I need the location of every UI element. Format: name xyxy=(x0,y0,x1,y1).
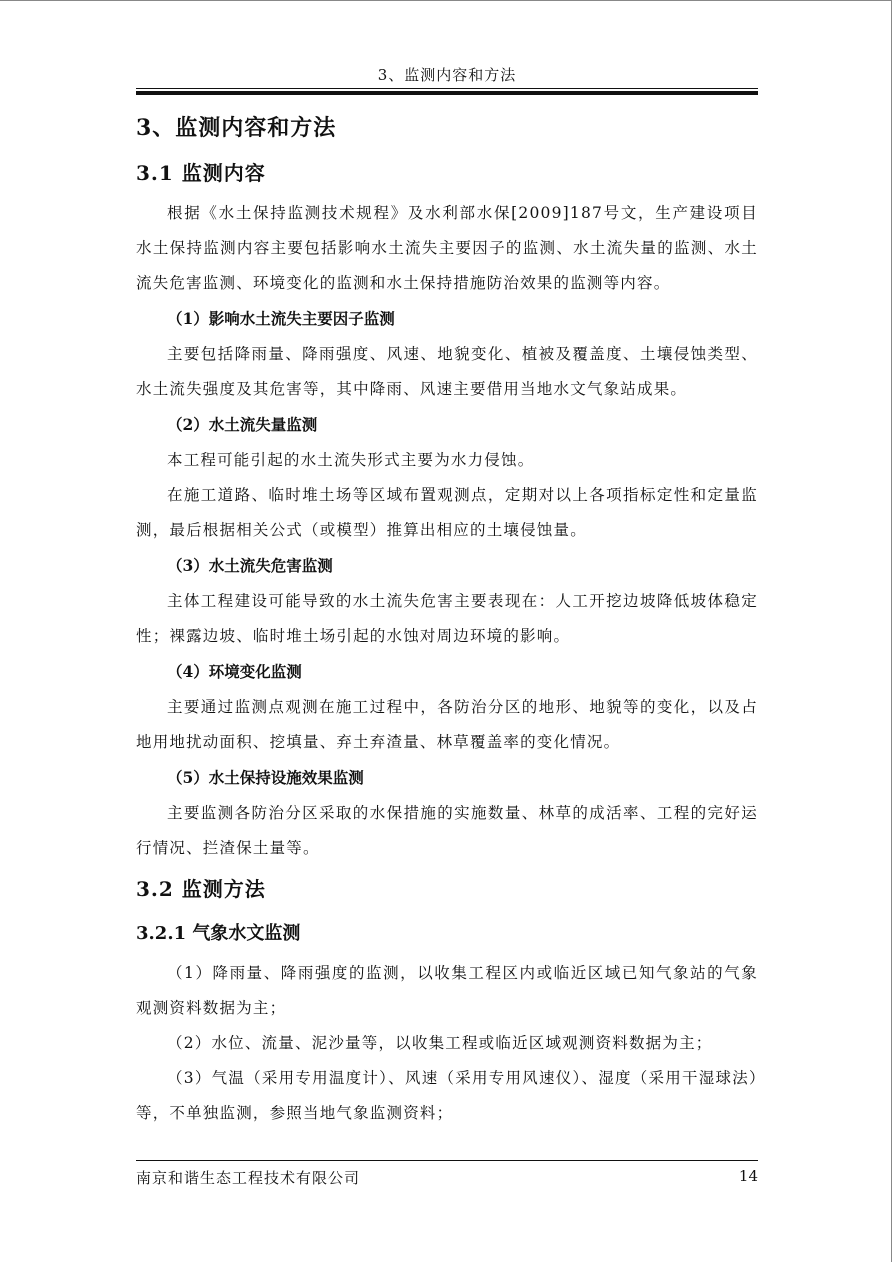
subsubsection-title-3-2-1: 3.2.1 气象水文监测 xyxy=(136,923,301,944)
item-paragraph: 主要监测各防治分区采取的水保措施的实施数量、林草的成活率、工程的完好运行情况、拦渣保土量等。 xyxy=(136,804,758,857)
item-heading: （2）水土流失量监测 xyxy=(167,415,318,434)
item-heading: （1）影响水土流失主要因子监测 xyxy=(167,309,395,328)
item-heading: （3）水土流失危害监测 xyxy=(167,556,333,575)
item-paragraph: 在施工道路、临时堆土场等区域布置观测点，定期对以上各项指标定性和定量监测，最后根据相关公式（或模型）推算出相应的土壤侵蚀量。 xyxy=(136,486,758,539)
item-paragraph: 本工程可能引起的水土流失形式主要为水力侵蚀。 xyxy=(167,451,535,469)
method-paragraph: （3）气温（采用专用温度计）、风速（采用专用风速仪）、湿度（采用干湿球法）等，不单独监测，参照当地气象监测资料； xyxy=(136,1069,758,1122)
footer-company: 南京和谐生态工程技术有限公司 xyxy=(136,1169,361,1187)
section-title: 3、监测内容和方法 xyxy=(136,115,337,141)
item-paragraph: 主要通过监测点观测在施工过程中，各防治分区的地形、地貌等的变化，以及占地用地扰动面积、挖填量、弃土弃渣量、林草覆盖率的变化情况。 xyxy=(136,698,758,751)
running-header: 3、监测内容和方法 xyxy=(377,66,517,84)
item-paragraph: 主体工程建设可能导致的水土流失危害主要表现在：人工开挖边坡降低坡体稳定性；裸露边坡、临时堆土场引起的水蚀对周边环境的影响。 xyxy=(136,592,758,645)
page-border-top xyxy=(0,0,892,1)
item-paragraph: 主要包括降雨量、降雨强度、风速、地貌变化、植被及覆盖度、土壤侵蚀类型、水土流失强度及其危害等，其中降雨、风速主要借用当地水文气象站成果。 xyxy=(136,345,758,398)
footer-rule xyxy=(136,1160,758,1161)
item-heading: （4）环境变化监测 xyxy=(167,662,302,681)
intro-paragraph: 根据《水土保持监测技术规程》及水利部水保[2009]187号文，生产建设项目水土保持监测内容主要包括影响水土流失主要因子的监测、水土流失量的监测、水土流失危害监测、环境变化的监测和水土保持措施防治效果的监测等内容。 xyxy=(136,204,758,292)
page-content xyxy=(136,100,758,1131)
item-heading: （5）水土保持设施效果监测 xyxy=(167,768,364,787)
method-paragraph: （1）降雨量、降雨强度的监测，以收集工程区内或临近区域已知气象站的气象观测资料数据为主； xyxy=(136,964,758,1017)
header-rule-thick xyxy=(136,91,758,95)
subsection-title-3-1: 3.1 监测内容 xyxy=(136,161,266,185)
header-rule-thin xyxy=(136,88,758,89)
method-paragraph: （2）水位、流量、泥沙量等，以收集工程或临近区域观测资料数据为主； xyxy=(167,1034,713,1052)
page-number: 14 xyxy=(738,1167,758,1185)
subsection-title-3-2: 3.2 监测方法 xyxy=(136,877,266,901)
